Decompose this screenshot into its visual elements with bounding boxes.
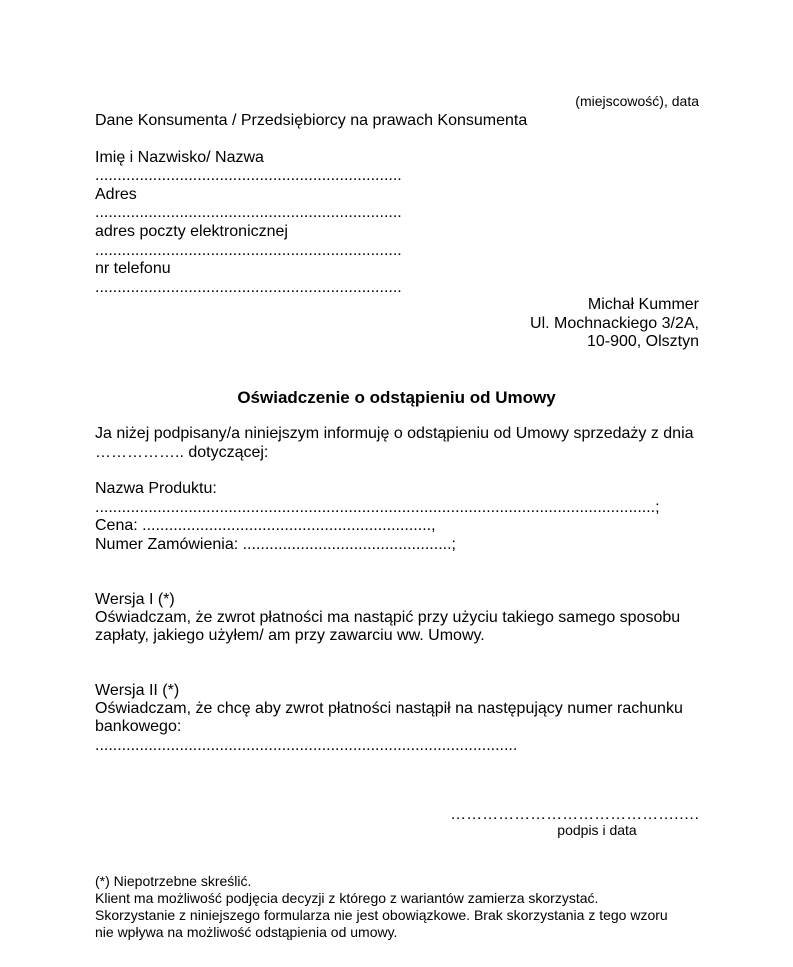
intro-line-2: …………….. dotyczącej: [95, 444, 269, 461]
field-label-name: Imię i Nazwisko/ Nazwa [95, 149, 264, 166]
recipient-city: 10-900, Olsztyn [586, 333, 699, 350]
signature-label: podpis i data [557, 822, 637, 838]
document-title: Oświadczenie o odstąpieniu od Umowy [237, 388, 556, 407]
field-dots-phone: ..................................................................... [95, 279, 402, 296]
intro-line-1: Ja niżej podpisany/a niniejszym informuję o odstąpieniu od Umowy sprzedaży z dnia [95, 425, 694, 442]
version-2-title: Wersja II (*) [95, 682, 180, 699]
field-label-address: Adres [95, 186, 137, 203]
version-1-title: Wersja I (*) [95, 591, 175, 608]
footnote-line-4: nie wpływa na możliwość odstąpienia od umowy. [95, 924, 398, 940]
price-line: Cena: ................................................................., [95, 517, 436, 534]
footnote-line-2: Klient ma możliwość podjęcia decyzji z którego z wariantów zamierza skorzystać. [95, 890, 599, 906]
consumer-heading: Dane Konsumenta / Przedsiębiorcy na prawach Konsumenta [95, 112, 528, 129]
version-1-line-2: zapłaty, jakiego użyłem/ am przy zawarciu ww. Umowy. [95, 627, 485, 644]
field-dots-name: ..................................................................... [95, 167, 402, 184]
footnote-line-1: (*) Niepotrzebne skreślić. [95, 873, 252, 889]
field-dots-email: ..................................................................... [95, 242, 402, 259]
field-label-phone: nr telefonu [95, 260, 171, 277]
product-label: Nazwa Produktu: [95, 480, 217, 497]
place-date: (miejscowość), data [575, 93, 699, 109]
version-2-line-2: bankowego: [95, 718, 182, 735]
field-dots-address: ..................................................................... [95, 204, 402, 221]
version-2-line-1: Oświadczam, że chcę aby zwrot płatności nastąpił na następujący numer rachunku [95, 700, 683, 717]
recipient-name: Michał Kummer [587, 296, 699, 313]
version-1-line-1: Oświadczam, że zwrot płatności ma nastąpić przy użyciu takiego samego sposobu [95, 609, 681, 626]
signature-dots: …………………………………….…. [450, 806, 699, 823]
field-label-email: adres poczty elektronicznej [95, 223, 288, 240]
bank-account-dots: ............................................................................................... [95, 737, 518, 754]
recipient-street: Ul. Mochnackiego 3/2A, [530, 315, 699, 332]
order-number-line: Numer Zamówienia: ...............................................; [95, 536, 456, 553]
product-dots: ..............................................................................................................................; [95, 499, 660, 516]
footnote-line-3: Skorzystanie z niniejszego formularza nie jest obowiązkowe. Brak skorzystania z tego wzoru [95, 907, 668, 923]
